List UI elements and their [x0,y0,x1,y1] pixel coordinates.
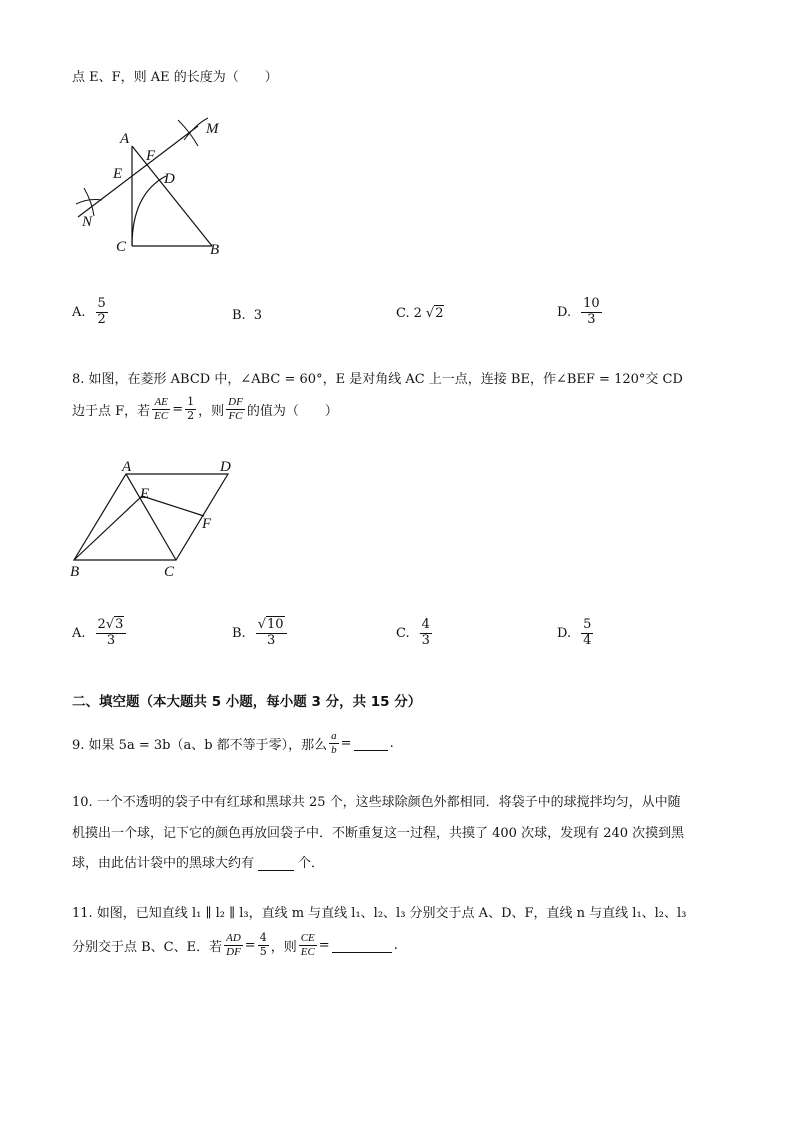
option-letter: D. [557,304,572,320]
q7-label-F: F [146,148,156,164]
q7-label-N: N [82,214,93,230]
q7-label-B: B [210,242,220,258]
option-letter: A. [72,304,86,320]
option-fraction: $\frac{10}{3}$ [583,296,600,327]
q7-figure [70,112,240,262]
q8-label-A: A [122,459,132,475]
q9-text: 9. 如果 5a = 3b（a、b 都不等于零），那么 $\frac{a}{b}$ = . [72,730,394,756]
option-fraction: $\frac{5}{2}$ [97,296,106,327]
q7-label-E: E [113,166,123,182]
q10-answer-blank[interactable] [258,856,294,871]
q8-ratio-ae-ec: $\frac{AE}{EC}$ [154,396,169,422]
q8-option-a[interactable] [72,618,128,649]
option-letter: B. [232,625,246,641]
option-fraction: $\frac{5}{4}$ [583,617,592,648]
q9-answer-blank[interactable] [354,736,388,751]
q8-label-D: D [220,459,231,475]
q7-option-b[interactable] [232,308,262,323]
q7-tail-text: 点 E、F，则 AE 的长度为（ ） [72,70,278,85]
option-coef: 2 [413,306,422,321]
option-letter: A. [72,625,86,641]
option-fraction: $\frac{√10}{3}$ [256,618,287,649]
option-letter: B. [232,308,246,323]
q8-line-2: 边于点 F，若 $\frac{AE}{EC}$ = $\frac{1}{2}$ ，则 $\frac{DF}{FC}$ 的值为（ ） [72,395,338,422]
q7-label-D: D [164,171,175,187]
q11-line-1: 11. 如图，已知直线 l₁ ∥ l₂ ∥ l₃，直线 m 与直线 l₁、l₂、l₃ 分别交于点 A、D、F，直线 n 与直线 l₁、l₂、l₃ [72,906,687,921]
q10-line-1: 10. 一个不透明的袋子中有红球和黑球共 25 个，这些球除颜色外都相同．将袋子中的球搅拌均匀，从中随 [72,795,681,810]
q8-label-C: C [164,564,175,580]
q8-option-c[interactable] [396,618,434,649]
q8-option-d[interactable] [557,618,595,649]
q7-option-c[interactable] [396,306,444,321]
q8-label-E: E [140,486,150,502]
option-letter: C. [396,306,410,321]
q10-line-3: 球，由此估计袋中的黑球大约有 个． [72,856,325,871]
q7-label-C: C [116,239,127,255]
q8-figure [64,456,254,582]
option-fraction: $\frac{4}{3}$ [421,617,430,648]
q7-option-a[interactable] [72,297,110,328]
q8-ratio-value: $\frac{1}{2}$ [187,395,195,422]
q11-ratio-value: $\frac{4}{5}$ [259,931,267,958]
q10-line-2: 机摸出一个球，记下它的颜色再放回袋子中．不断重复这一过程，共摸了 400 次球，发现有 240 次摸到黑 [72,826,685,841]
option-value: 3 [253,308,262,323]
q8-label-F: F [202,516,212,532]
q7-option-d[interactable] [557,297,604,328]
q8-ratio-df-fc: $\frac{DF}{FC}$ [228,396,243,422]
sqrt-symbol: √2 [425,306,444,321]
q11-line-2: 分别交于点 B、C、E．若 $\frac{AD}{DF}$ = $\frac{4}{5}$ ，则 $\frac{CE}{EC}$ = . [72,931,398,958]
option-fraction: $\frac{2√3}{3}$ [96,618,127,649]
q9-fraction: $\frac{a}{b}$ [331,730,337,756]
q11-ratio-ce-ec: $\frac{CE}{EC}$ [300,932,315,958]
q11-ratio-ad-df: $\frac{AD}{DF}$ [226,932,241,958]
option-letter: C. [396,625,410,641]
option-letter: D. [557,625,572,641]
q8-option-b[interactable] [232,618,289,649]
q8-line-1: 8. 如图，在菱形 ABCD 中，∠ABC = 60°，E 是对角线 AC 上一点，连接 BE，作∠BEF = 120°交 CD [72,372,683,387]
q7-label-M: M [206,121,219,137]
section-heading: 二、填空题（本大题共 5 小题，每小题 3 分，共 15 分） [72,694,422,710]
q8-label-B: B [70,564,80,580]
q7-label-A: A [120,131,130,147]
q11-answer-blank[interactable] [332,938,392,953]
